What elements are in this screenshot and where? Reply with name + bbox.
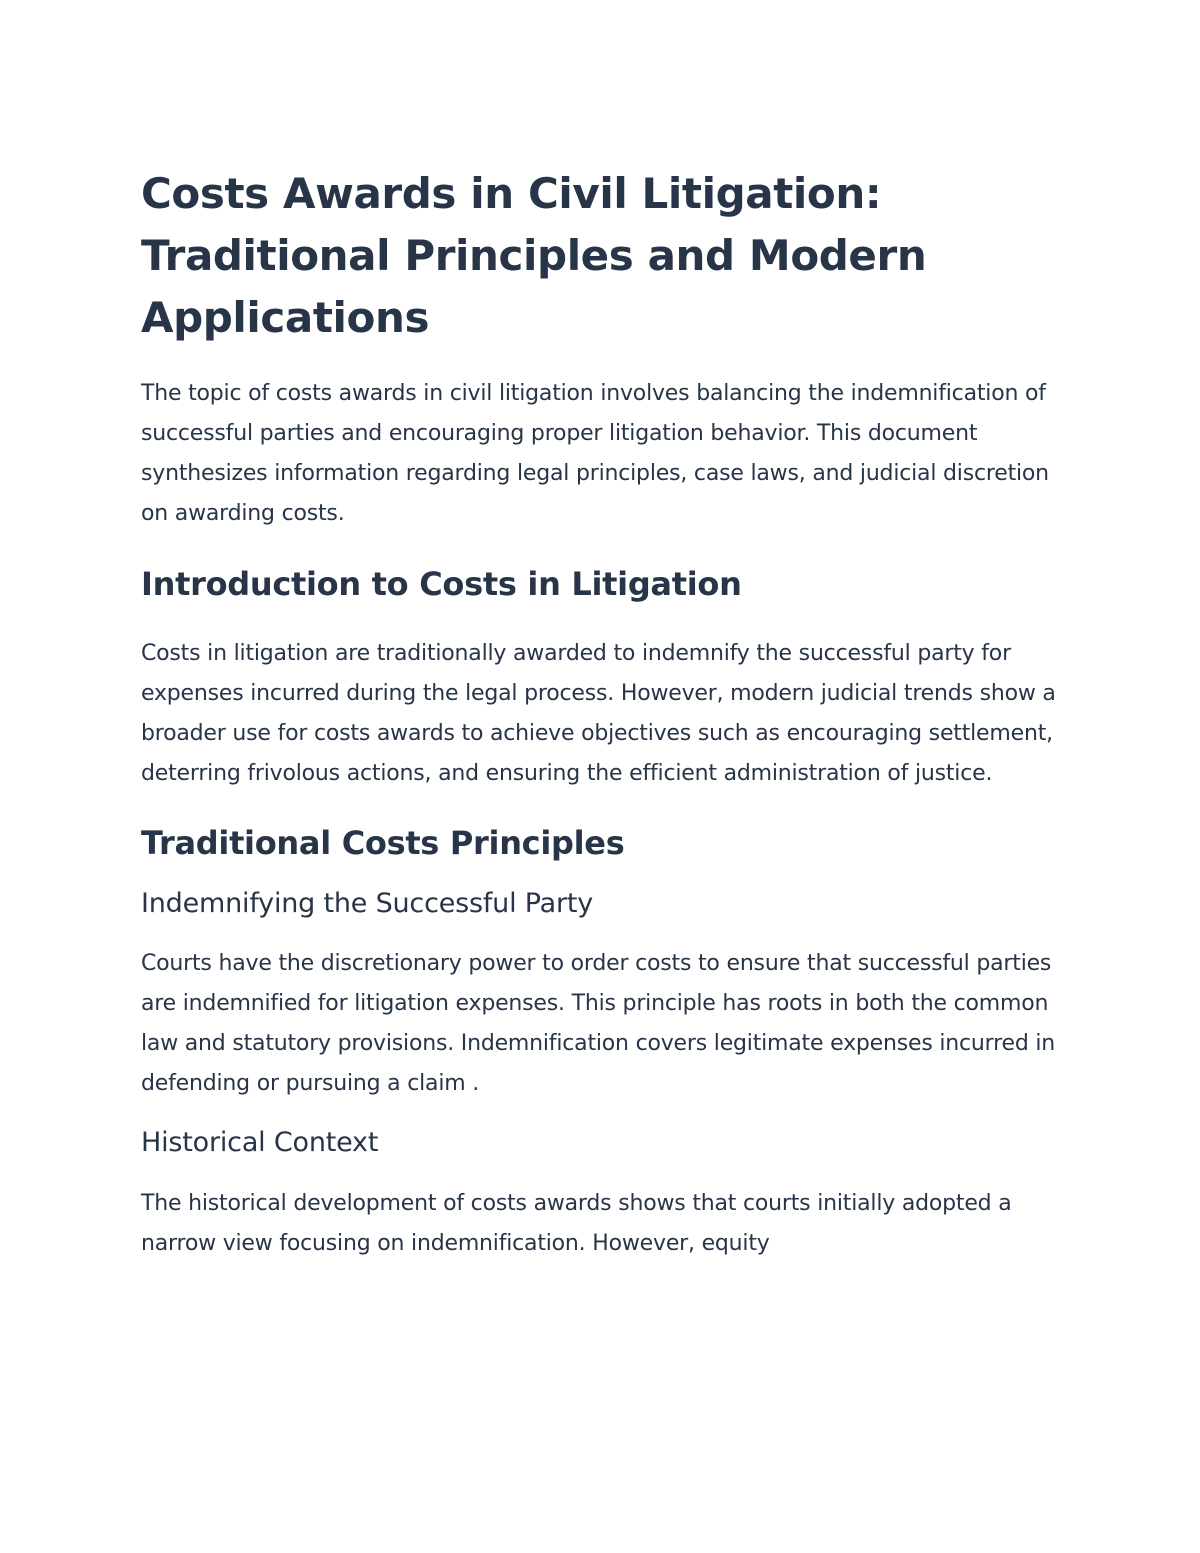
subsection-heading-historical-context: Historical Context: [141, 1127, 379, 1158]
section-heading-introduction: Introduction to Costs in Litigation: [141, 565, 742, 603]
section-paragraph-introduction: Costs in litigation are traditionally awarded to indemnify the successful party for expenses incurred during the legal process. However, modern judicial trends show a broader use for costs awards to achieve objectives such as encouraging settlement, deterring frivolous actions, and ensuring the efficient administration of justice.: [141, 641, 1056, 786]
subsection-paragraph-indemnifying: Courts have the discretionary power to order costs to ensure that successful parties are indemnified for litigation expenses. This principle has roots in both the common law and statutory provisions. Indemnification covers legitimate expenses incurred in defending or pursuing a claim .: [141, 951, 1056, 1096]
document-page: [141, 163, 1071, 1264]
section-heading-traditional-principles: Traditional Costs Principles: [141, 824, 625, 862]
subsection-paragraph-historical-context: The historical development of costs awards shows that courts initially adopted a narrow view focusing on indemnification. However, equity: [141, 1191, 1012, 1256]
document-title: Costs Awards in Civil Litigation: Traditional Principles and Modern Applications: [141, 169, 927, 342]
subsection-heading-indemnifying: Indemnifying the Successful Party: [141, 888, 594, 919]
intro-paragraph: The topic of costs awards in civil litigation involves balancing the indemnification of successful parties and encouraging proper litigation behavior. This document synthesizes information regarding legal principles, case laws, and judicial discretion on awarding costs.: [141, 381, 1049, 526]
